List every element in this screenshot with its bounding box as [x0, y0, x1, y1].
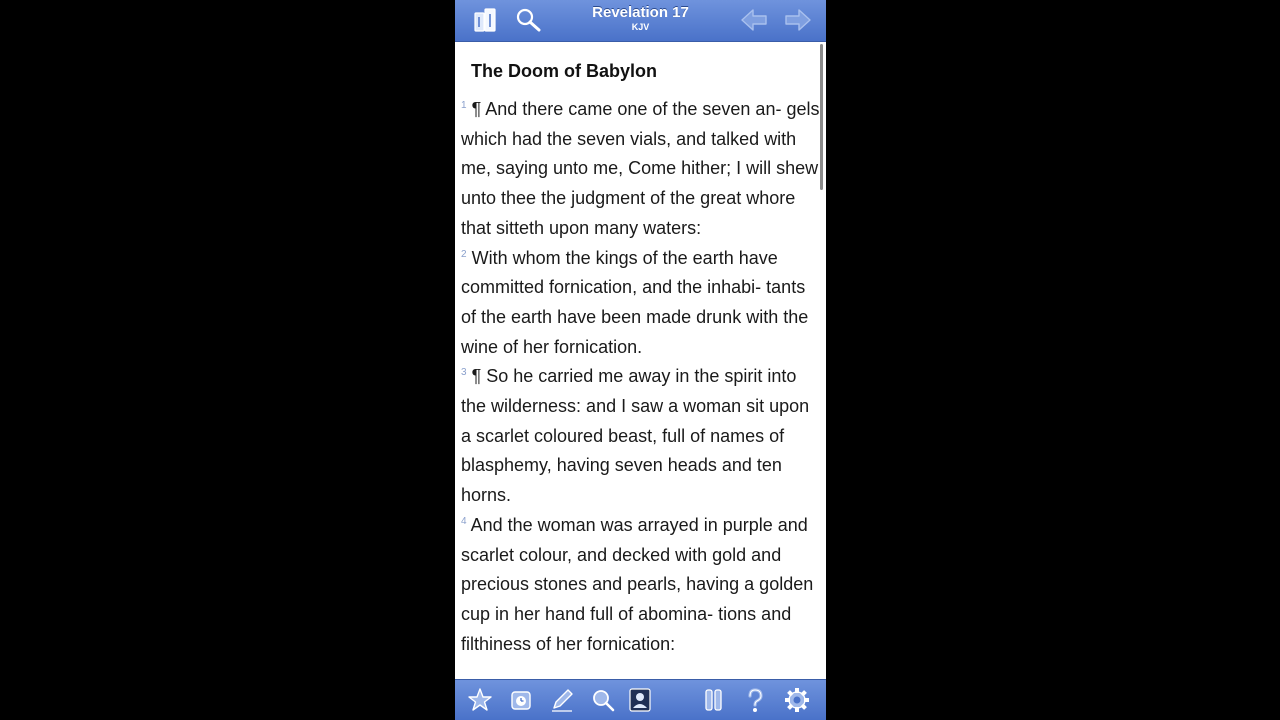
reading-plan-icon[interactable]: [623, 684, 657, 716]
verse-list: [461, 95, 821, 659]
chapter-title[interactable]: Revelation 17: [592, 4, 689, 21]
verse-text: With whom the kings of the earth have committed fornication, and the inhabi- tants of the earth have been made drunk with the wine of her fornication.: [461, 247, 809, 357]
top-navigation-bar: [455, 0, 826, 42]
verse-text: ¶ And there came one of the seven an- gels which had the seven vials, and talked with me, saying unto me, Come hither; I will shew unto thee the judgment of the great whore that sitteth upon many waters:: [461, 99, 820, 238]
help-icon[interactable]: [738, 684, 772, 716]
forward-arrow-icon[interactable]: [781, 4, 815, 36]
phone-screen: [455, 0, 826, 720]
verse-2[interactable]: [461, 248, 808, 357]
lookup-magnifier-icon[interactable]: [586, 684, 620, 716]
back-arrow-icon[interactable]: [737, 4, 771, 36]
verse-1[interactable]: [461, 99, 819, 238]
settings-gear-icon[interactable]: [780, 684, 814, 716]
bottom-toolbar: [455, 679, 826, 720]
verse-text: And the woman was arrayed in purple and scarlet colour, and decked with gold and precious stones and pearls, having a golden cup in her hand full of abomina- tions and filthiness of her fornication:: [461, 514, 814, 654]
bookmark-star-icon[interactable]: [463, 684, 497, 716]
notes-pen-icon[interactable]: [545, 684, 579, 716]
verse-number: 1: [461, 100, 467, 111]
verse-number: 4: [461, 515, 467, 527]
columns-icon[interactable]: [697, 684, 731, 716]
chapter-content[interactable]: [455, 42, 826, 680]
section-heading: The Doom of Babylon: [471, 61, 657, 81]
verse-3[interactable]: [461, 366, 809, 505]
bible-version[interactable]: KJV: [631, 22, 650, 32]
verse-text: ¶ So he carried me away in the spirit into the wilderness: and I saw a woman sit upon a scarlet coloured beast, full of names of blasphemy, having seven heads and ten horns.: [461, 366, 810, 506]
history-clock-icon[interactable]: [504, 684, 538, 716]
verse-number: 3: [461, 367, 467, 379]
verse-number: 2: [461, 248, 467, 260]
verse-4[interactable]: [461, 515, 813, 654]
